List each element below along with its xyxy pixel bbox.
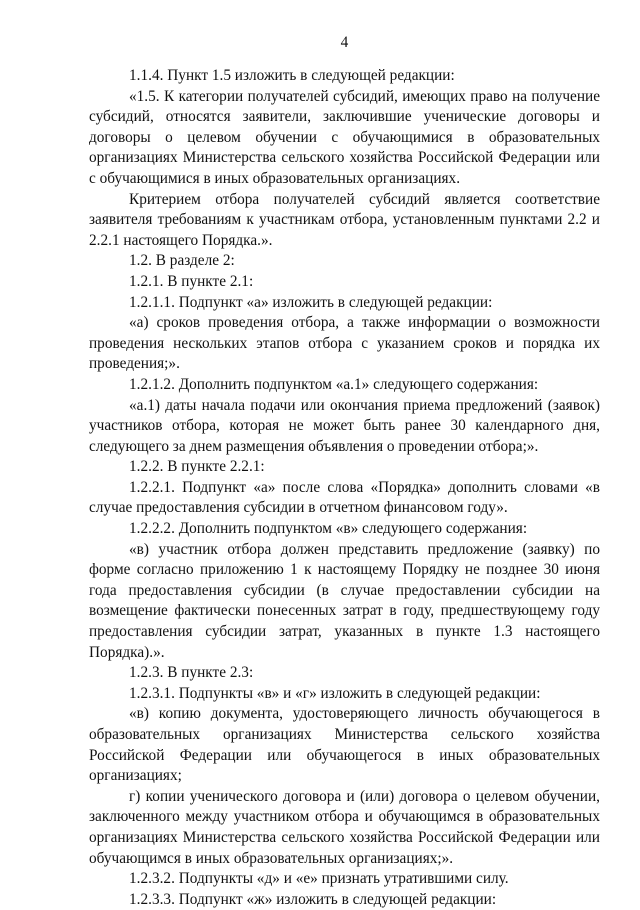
- paragraph-1-2-3-2: 1.2.3.2. Подпункты «д» и «е» признать утратившими силу.: [129, 870, 509, 888]
- paragraph-subitem-a: «а) сроков проведения отбора, а также информации о возможности проведения нескольких этапов отбора с указанием сроков и порядка их проведения;».: [89, 314, 600, 373]
- paragraph-subitem-v-participant: «в) участник отбора должен представить предложение (заявку) по форме согласно приложению 1 к настоящему Порядку не позднее 30 июня года предоставления субсидии (в случае предоставлении субсидии на возмещение фактически понесенных затрат в году, предшествующему году предоставления субсидии затрат, указанных в пункте 1.3 настоящего Порядка).».: [89, 540, 600, 661]
- paragraph-subitem-a1: «а.1) даты начала подачи или окончания приема предложений (заявок) участников отбора, которая не может быть ранее 30 календарного дня, следующего за днем размещения объявления о проведении отбора;».: [89, 396, 600, 455]
- paragraph-1-2-1: 1.2.1. В пункте 2.1:: [129, 272, 254, 290]
- paragraph-subitem-g: г) копии ученического договора и (или) договора о целевом обучении, заключенного между участником отбора и обучающимся в образовательных организациях Министерства сельского хозяйства Российской Федерации или обучающимся в иных образовательных организациях;».: [89, 787, 600, 867]
- paragraph-1-2-1-1: 1.2.1.1. Подпункт «а» изложить в следующей редакции:: [129, 293, 493, 311]
- page-number: 4: [340, 34, 349, 51]
- paragraph-selection-criterion: Критерием отбора получателей субсидий является соответствие заявителя требованиям к участникам отбора, установленным пунктами 2.2 и 2.2.1 настоящего Порядка.».: [89, 190, 600, 249]
- paragraph-1-2-3-1: 1.2.3.1. Подпункты «в» и «г» изложить в следующей редакции:: [129, 684, 541, 702]
- paragraph-1-2: 1.2. В разделе 2:: [129, 252, 235, 270]
- paragraph-subitem-v-document: «в) копию документа, удостоверяющего личность обучающегося в образовательных организациях Министерства сельского хозяйства Российской Федерации или обучающегося в иных образовательных организациях;: [89, 705, 600, 785]
- paragraph-1-2-1-2: 1.2.1.2. Дополнить подпунктом «а.1» следующего содержания:: [129, 375, 539, 393]
- paragraph-1-2-3-3: 1.2.3.3. Подпункт «ж» изложить в следующей редакции:: [129, 890, 497, 908]
- paragraph-1-2-2-1: 1.2.2.1. Подпункт «а» после слова «Порядка» дополнить словами «в случае предоставления субсидии в отчетном финансовом году».: [89, 478, 600, 517]
- paragraph-1-1-4: 1.1.4. Пункт 1.5 изложить в следующей редакции:: [129, 67, 455, 84]
- paragraph-1-2-2: 1.2.2. В пункте 2.2.1:: [129, 458, 265, 476]
- paragraph-1-2-2-2: 1.2.2.2. Дополнить подпунктом «в» следующего содержания:: [129, 520, 528, 538]
- paragraph-quote-1-5: «1.5. К категории получателей субсидий, имеющих право на получение субсидий, относятся заявители, заключившие ученические договоры и договоры о целевом обучении с обучающимися в образовательных организациях Министерства сельского хозяйства Российской Федерации или с обучающимися в иных образовательных организациях.: [89, 87, 600, 187]
- paragraph-1-2-3: 1.2.3. В пункте 2.3:: [129, 664, 254, 682]
